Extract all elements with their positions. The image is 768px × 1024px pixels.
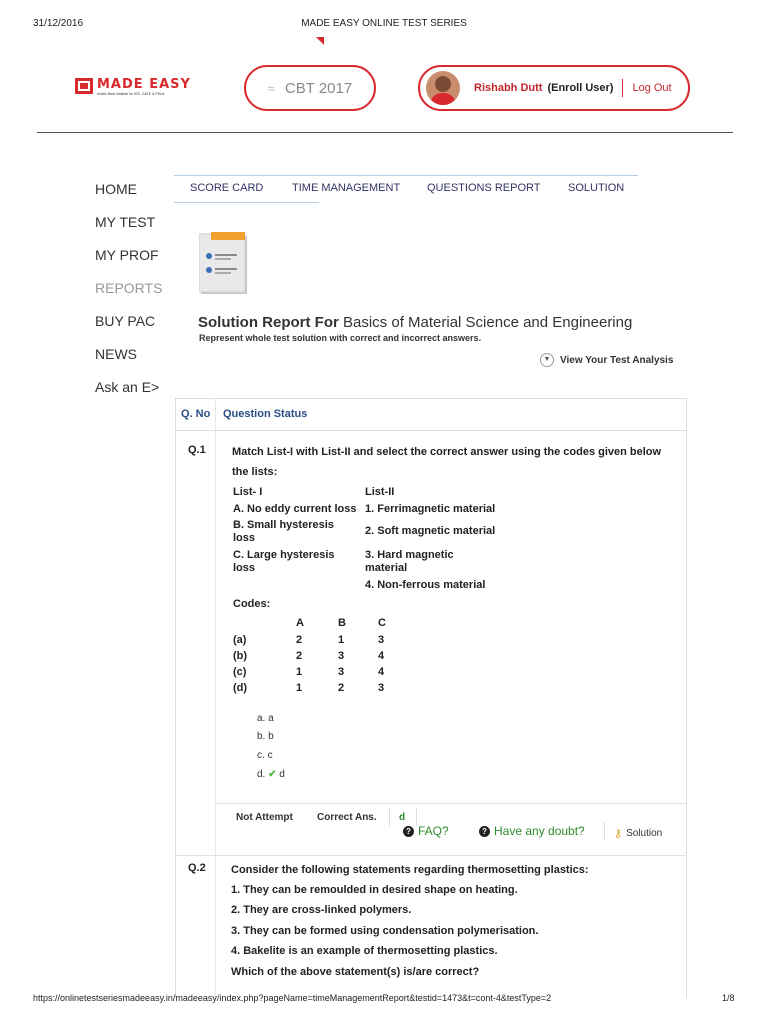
title-subject: Basics of Material Science and Engineering: [343, 314, 633, 331]
divider: [622, 79, 623, 97]
list1-item-c-line2: loss: [233, 562, 256, 574]
code-row-label: (b): [233, 650, 248, 662]
code-row-label: (a): [233, 634, 247, 646]
tabs-top-border: [174, 175, 638, 176]
list2-item-2: 2. Soft magnetic material: [365, 525, 496, 537]
code-cell: 2: [296, 650, 303, 662]
qno-column-divider: [215, 399, 216, 999]
code-cell: 3: [338, 666, 345, 678]
tab-solution[interactable]: SOLUTION: [568, 182, 625, 194]
sidebar-item-my-test[interactable]: MY TEST: [95, 214, 156, 230]
code-cell: 3: [378, 634, 385, 646]
user-name: Rishabh Dutt: [474, 82, 543, 94]
list2-item-3-line2: material: [365, 562, 408, 574]
code-cell: 3: [378, 682, 385, 694]
solution-label: Solution: [626, 828, 663, 839]
codes-label: Codes:: [233, 598, 271, 610]
codes-head-c: C: [378, 617, 386, 629]
chevron-down-icon: ▼: [540, 353, 554, 367]
logo-text: MADE EASY: [97, 77, 191, 92]
tab-questions-report[interactable]: QUESTIONS REPORT: [427, 182, 541, 194]
q2-text-line: 3. They can be formed using condensation polymerisation.: [231, 925, 539, 937]
sidebar-item-my-profile[interactable]: MY PROF: [95, 247, 159, 263]
cbt-2017-button[interactable]: [244, 65, 376, 111]
option-b[interactable]: [257, 731, 274, 742]
option-value: a: [268, 713, 274, 724]
print-date: 31/12/2016: [33, 18, 84, 29]
faq-label: FAQ?: [418, 824, 449, 838]
option-key: b.: [257, 731, 266, 742]
list1-item-a: A. No eddy current loss: [233, 503, 357, 515]
q1-number: Q.1: [188, 444, 206, 456]
code-cell: 1: [338, 634, 345, 646]
avatar: [426, 71, 460, 105]
header-question-status: Question Status: [223, 408, 308, 420]
logo-tagline: India's Best Institute for IES, GATE & PSUs: [97, 92, 165, 96]
q2-text-line: 4. Bakelite is an example of thermosetting plastics.: [231, 945, 498, 957]
print-url: https://onlinetestseriesmadeeasy.in/madeeasy/index.php?pageName=timeManagementReport&testid=1473&t=cont-4&testType=2: [33, 993, 552, 1003]
user-role: (Enroll User): [547, 82, 614, 94]
tab-time-management[interactable]: TIME MANAGEMENT: [292, 182, 401, 194]
page-description: Represent whole test solution with correct and incorrect answers.: [199, 333, 482, 343]
list2-header: List-II: [365, 486, 395, 498]
tab-score-card[interactable]: SCORE CARD: [190, 182, 264, 194]
option-value: c: [267, 750, 273, 761]
q1-end-divider: [175, 855, 687, 856]
question-circle-icon: ?: [403, 826, 414, 837]
cbt-label: CBT 2017: [284, 79, 353, 97]
check-icon: ✔: [268, 769, 277, 780]
q1-text-line1: Match List-I with List-II and select the correct answer using the codes given below: [232, 446, 662, 458]
question-circle-icon: ?: [479, 826, 490, 837]
table-header-divider: [175, 430, 687, 431]
analysis-label: View Your Test Analysis: [560, 354, 674, 366]
sidebar-item-news[interactable]: NEWS: [95, 346, 137, 362]
option-value: d: [279, 769, 285, 780]
faq-link[interactable]: [403, 824, 449, 838]
divider: [604, 822, 605, 840]
solution-link[interactable]: [614, 827, 662, 840]
list1-item-c-line1: C. Large hysteresis: [233, 549, 335, 561]
list1-item-b-line1: B. Small hysteresis: [233, 519, 334, 531]
option-key: a.: [257, 713, 266, 724]
code-cell: 1: [296, 682, 303, 694]
option-c[interactable]: [257, 750, 273, 761]
list1-item-b-line2: loss: [233, 532, 256, 544]
q2-text-line: 1. They can be remoulded in desired shape on heating.: [231, 884, 518, 896]
sidebar-item-reports[interactable]: REPORTS: [95, 280, 163, 296]
q2-text-line: Which of the above statement(s) is/are correct?: [231, 966, 480, 978]
view-test-analysis-link[interactable]: [540, 353, 673, 367]
list1-header: List- I: [233, 486, 263, 498]
q1-footer-divider: [216, 803, 686, 804]
tabs-active-underline: [174, 202, 319, 203]
code-cell: 4: [378, 650, 385, 662]
code-cell: 4: [378, 666, 385, 678]
print-page-number: 1/8: [722, 993, 735, 1003]
option-a[interactable]: [257, 713, 274, 724]
option-value: b: [268, 731, 274, 742]
sidebar-item-home[interactable]: HOME: [95, 181, 137, 197]
q2-text-line: Consider the following statements regarding thermosetting plastics:: [231, 864, 589, 876]
list2-item-4: 4. Non-ferrous material: [365, 579, 486, 591]
list2-item-1: 1. Ferrimagnetic material: [365, 503, 496, 515]
q2-number: Q.2: [188, 862, 206, 874]
doubt-label: Have any doubt?: [494, 824, 585, 838]
corner-marker-icon: [316, 37, 324, 45]
page-title: [198, 314, 632, 331]
made-easy-logo[interactable]: [75, 77, 193, 101]
print-title: MADE EASY ONLINE TEST SERIES: [301, 18, 467, 29]
sidebar-item-buy-package[interactable]: BUY PAC: [95, 313, 156, 329]
header-divider: [37, 132, 733, 133]
q1-text-line2: the lists:: [232, 466, 278, 478]
wave-icon: ≈: [267, 80, 275, 96]
logout-link[interactable]: Log Out: [632, 82, 672, 94]
report-document-icon: [199, 232, 251, 296]
code-cell: 1: [296, 666, 303, 678]
option-key: d.: [257, 769, 266, 780]
code-cell: 2: [296, 634, 303, 646]
sidebar-item-ask-an-expert[interactable]: Ask an E>: [95, 379, 160, 395]
option-d[interactable]: [257, 769, 285, 780]
divider: [389, 808, 390, 826]
code-cell: 2: [338, 682, 345, 694]
user-panel: [418, 65, 690, 111]
code-row-label: (c): [233, 666, 247, 678]
codes-head-b: B: [338, 617, 346, 629]
q1-correct-label: Correct Ans.: [317, 812, 377, 823]
header-qno: Q. No: [181, 408, 211, 420]
option-key: c.: [257, 750, 265, 761]
q1-correct-value: d: [399, 812, 406, 823]
q2-text-line: 2. They are cross-linked polymers.: [231, 904, 412, 916]
list2-item-3-line1: 3. Hard magnetic: [365, 549, 454, 561]
q1-status: Not Attempt: [236, 812, 293, 823]
code-row-label: (d): [233, 682, 248, 694]
have-doubt-link[interactable]: [479, 824, 585, 838]
key-icon: ⚷: [614, 828, 623, 840]
code-cell: 3: [338, 650, 345, 662]
title-prefix: Solution Report For: [198, 314, 339, 331]
codes-head-a: A: [296, 617, 304, 629]
